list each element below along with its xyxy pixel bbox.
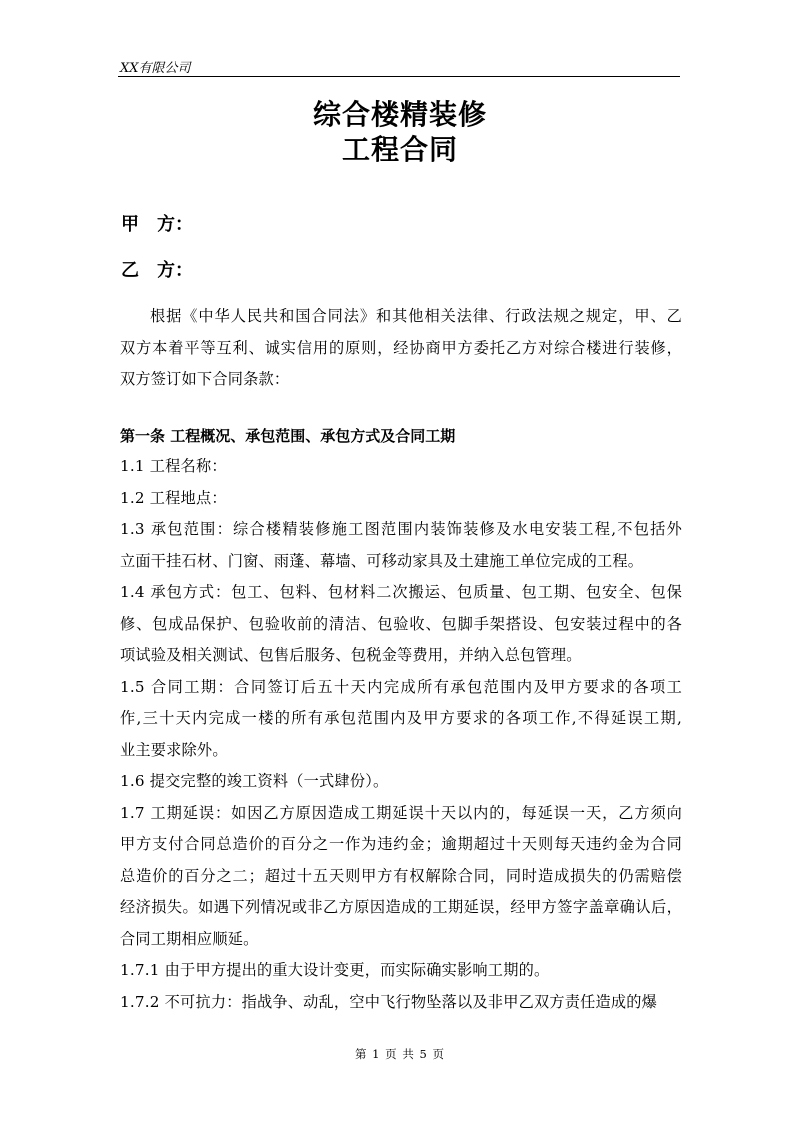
party-a-label: [121, 210, 193, 236]
clause-line: 总造价的百分之二；超过十五天则甲方有权解除合同，同时造成损失的仍需赔偿: [120, 866, 682, 885]
clause-line: 1.6 提交完整的竣工资料（一式肆份）。: [120, 772, 389, 790]
clause-line: 甲方支付合同总造价的百分之一作为违约金；逾期超过十天则每天违约金为合同: [120, 835, 682, 853]
clause-line: 修、包成品保护、包验收前的清洁、包验收、包脚手架搭设、包安装过程中的各: [120, 614, 682, 633]
party-a-char: 甲: [121, 214, 139, 235]
clause-line: 1.2 工程地点：: [120, 488, 227, 507]
party-b-char: 乙: [121, 260, 139, 281]
section-1-clauses: [120, 451, 682, 1018]
clause-line: 1.3 承包范围：综合楼精装修施工图范围内装饰装修及水电安装工程,不包括外: [120, 520, 682, 538]
page-footer: 第 1 页 共 5 页: [355, 1047, 445, 1061]
clause-line: 合同工期相应顺延。: [120, 929, 259, 948]
clause-line: 1.5 合同工期：合同签订后五十天内完成所有承包范围内及甲方要求的各项工: [120, 677, 682, 696]
party-b-suffix: 方：: [157, 260, 193, 281]
clause-line: 1.7.2 不可抗力：指战争、动乱，空中飞行物坠落以及非甲乙双方责任造成的爆: [120, 992, 658, 1011]
preamble-paragraph: [120, 301, 682, 396]
header-company-name: XX有限公司: [120, 61, 191, 76]
preamble-line: 双方本着平等互利、诚实信用的原则，经协商甲方委托乙方对综合楼进行装修，: [120, 338, 682, 357]
clause-line: 1.1 工程名称：: [120, 457, 227, 475]
preamble-line: 双方签订如下合同条款：: [120, 370, 290, 388]
party-a-suffix: 方：: [157, 214, 193, 235]
document-title-line-1: 综合楼精装修: [312, 98, 487, 131]
clause-line: 1.7 工期延误：如因乙方原因造成工期延误十天以内的，每延误一天，乙方须向: [120, 803, 682, 822]
clause-line: 作,三十天内完成一楼的所有承包范围内及甲方要求的各项工作,不得延误工期,: [120, 709, 682, 727]
clause-line: 业主要求除外。: [120, 740, 228, 759]
preamble-line: 根据《中华人民共和国合同法》和其他相关法律、行政法规之规定，甲、乙: [150, 307, 682, 325]
clause-line: 项试验及相关测试、包售后服务、包税金等费用，并纳入总包管理。: [120, 646, 582, 664]
document-title-line-2: 工程合同: [341, 133, 458, 166]
clause-line: 立面干挂石材、门窗、雨蓬、幕墙、可移动家具及土建施工单位完成的工程。: [120, 551, 644, 570]
section-1-heading: 第一条 工程概况、承包范围、承包方式及合同工期: [120, 427, 456, 445]
clause-line: 经济损失。如遇下列情况或非乙方原因造成的工期延误，经甲方签字盖章确认后，: [120, 898, 682, 916]
header-divider: [118, 76, 680, 77]
clause-line: 1.7.1 由于甲方提出的重大设计变更，而实际确实影响工期的。: [120, 961, 550, 979]
clause-line: 1.4 承包方式：包工、包料、包材料二次搬运、包质量、包工期、包安全、包保: [120, 583, 682, 601]
party-b-label: [121, 256, 193, 282]
